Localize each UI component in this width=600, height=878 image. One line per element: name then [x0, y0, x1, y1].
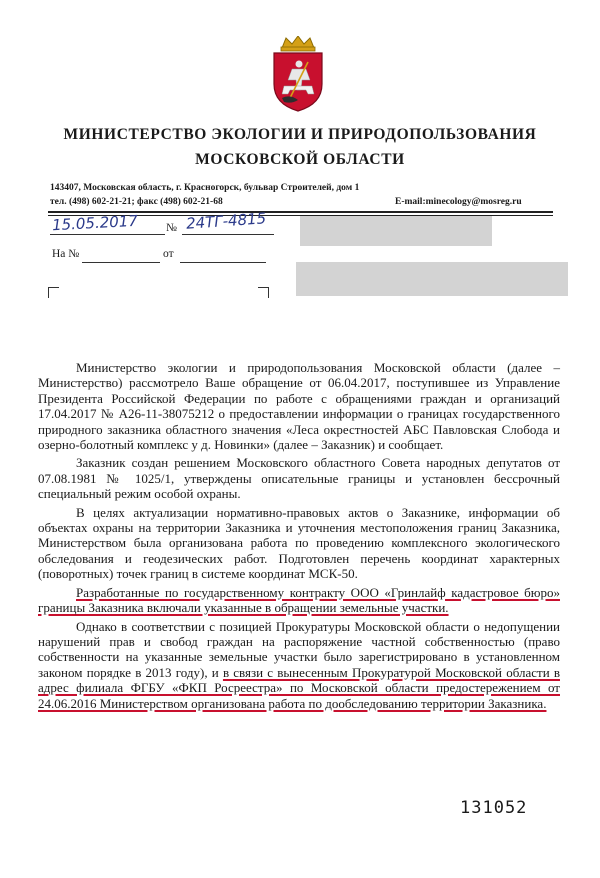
coat-of-arms-icon — [268, 36, 328, 112]
registration-number: 24ТГ-4815 — [185, 209, 267, 233]
redacted-recipient-name — [300, 216, 492, 246]
letter-body — [38, 360, 560, 714]
redacted-recipient-address — [296, 262, 568, 296]
body-paragraph-5-start: Однако в соответствии с позицией Прокуратуры Московской области о недопущении нарушений прав и свобод граждан на распоряжение частной собственностью (право собственности на указанные земельные участки было зарегистрировано в установленном законом порядке в 2013 году), и — [38, 618, 560, 680]
reply-number-underline — [82, 262, 160, 263]
reply-label: На № — [52, 248, 80, 260]
reply-from-label: от — [163, 248, 174, 260]
corner-mark-left — [48, 287, 59, 298]
phone-line: тел. (498) 602-21-21; факс (498) 602-21-68 — [50, 197, 223, 207]
corner-mark-right — [258, 287, 269, 298]
document-number: 131052 — [460, 798, 528, 818]
body-paragraph-1: Министерство экологии и природопользования Московской области (далее – Министерство) рассмотрело Ваше обращение от 06.04.2017, поступившее из Управление Президента Российской Федерации по работе с обращениями граждан и организаций 17.04.2017 № А26-11-38075212 о предоставлении информации о границах государственного природного заказника областного значения «Леса окрестностей АБС Павловская Слобода и озерно-болотный комплекс у д. Новинки» (далее – Заказник) и сообщает. — [38, 360, 560, 453]
email-line: E-mail:minecology@mosreg.ru — [395, 197, 522, 207]
highlighted-text: в связи с вынесенным Прокуратурой Московской области в адрес филиала ФГБУ «ФКП Росреестра» по Московской области предостережением от 24.06.2016 Министерством организована работа по дообследованию территории Заказника. — [38, 664, 560, 711]
body-paragraph-2: Заказник создан решением Московского областного Совета народных депутатов от 07.08.1981 № 1025/1, утверждены описательные границы и установлен бессрочный специальный режим особой охраны. — [38, 455, 560, 502]
number-underline — [182, 234, 274, 235]
ministry-title-line1: МИНИСТЕРСТВО ЭКОЛОГИИ И ПРИРОДОПОЛЬЗОВАНИЯ — [63, 126, 537, 143]
highlighted-text: Разработанные по государственному контракту ООО «Гринлайф кадастровое бюро» границы Заказника включали указанные в обращении земельные участки. — [38, 584, 560, 616]
body-paragraph-5 — [38, 619, 560, 711]
address-line: 143407, Московская область, г. Красногорск, бульвар Строителей, дом 1 — [50, 183, 360, 193]
ministry-title-line2: МОСКОВСКОЙ ОБЛАСТИ — [195, 151, 405, 168]
body-paragraph-4 — [38, 585, 560, 616]
number-sign: № — [166, 222, 177, 234]
date-underline — [50, 234, 165, 235]
registration-date: 15.05.2017 — [51, 211, 139, 235]
reply-date-underline — [180, 262, 266, 263]
body-paragraph-3: В целях актуализации нормативно-правовых актов о Заказнике, информации об объектах охраны на территории Заказника и уточнения местоположения границ Заказника, Министерством была организована работа по проведению комплексного экологического обследования и геодезических работ. Подготовлен перечень координат характерных (поворотных) точек границ в системе координат МСК-50. — [38, 504, 560, 582]
